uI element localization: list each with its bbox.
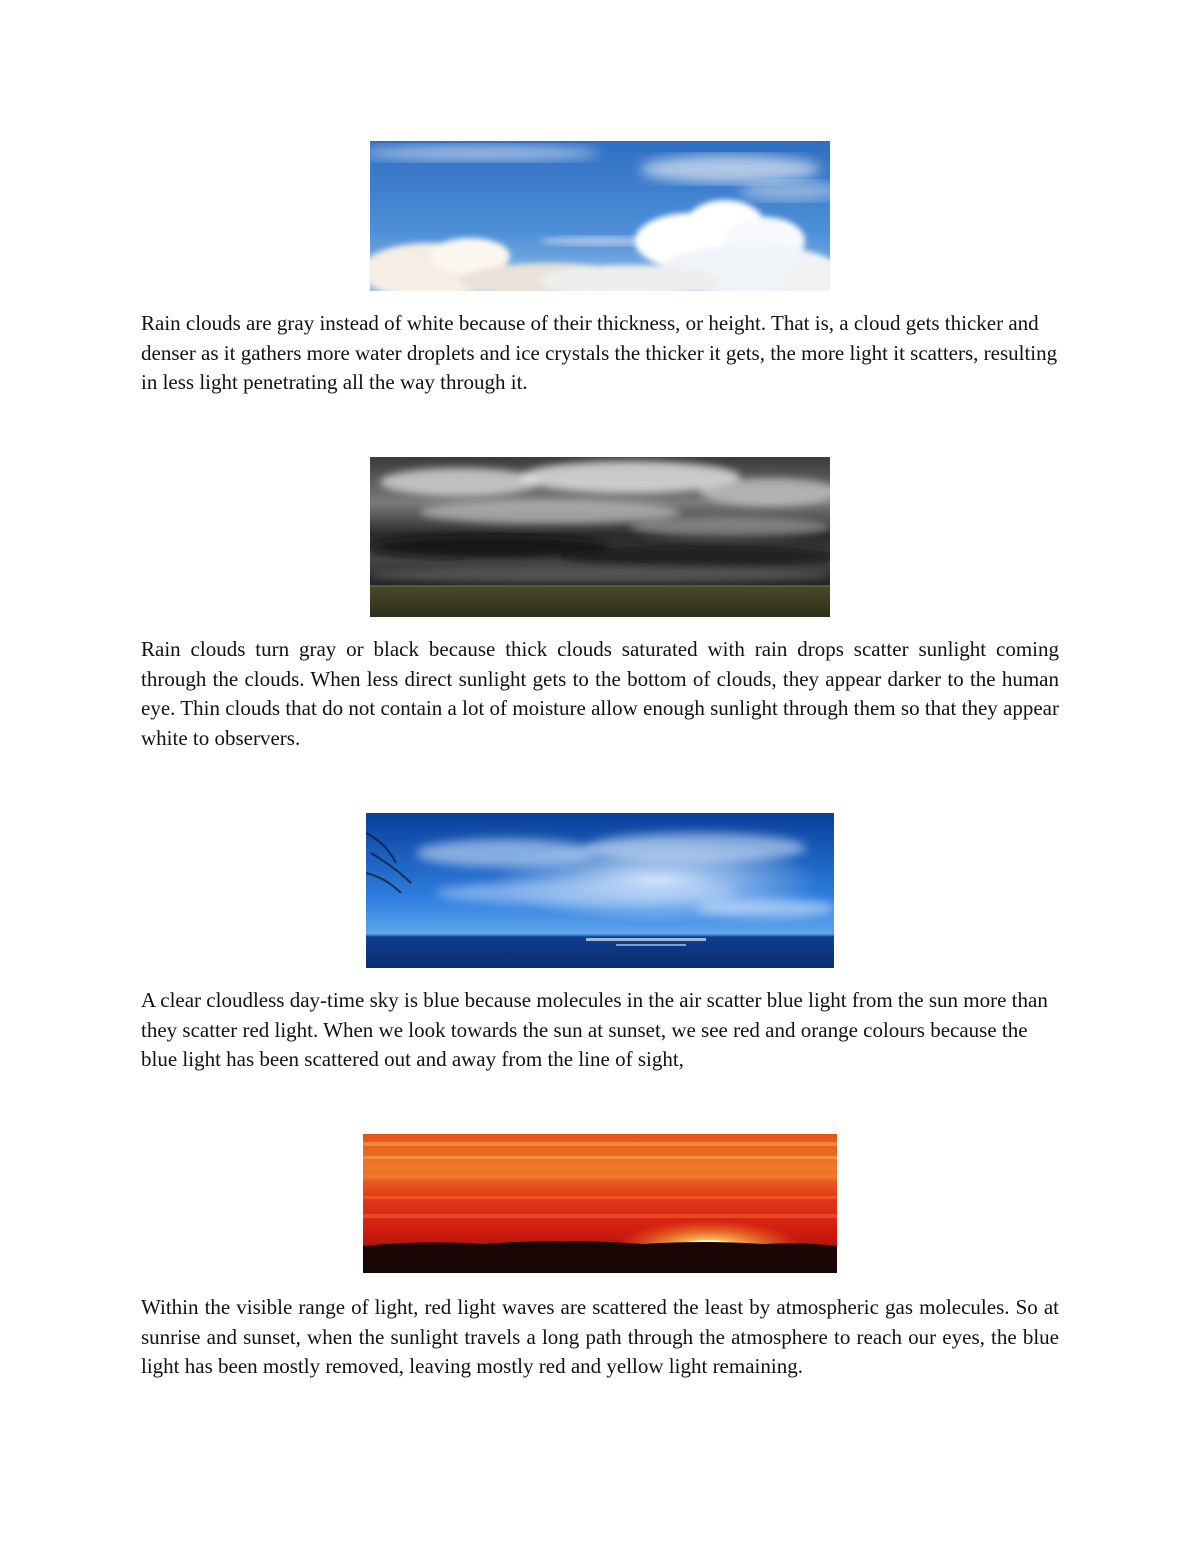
paragraph-sunset: Within the visible range of light, red light waves are scattered the least by atmospheric gas molecules. So at sunrise and sunset, when the sunlight travels a long path through the atmosphere to reach our eyes, the blue light has been mostly removed, leaving mostly red and yellow light remaining.	[141, 1295, 1059, 1378]
storm-clouds-photo	[370, 457, 830, 617]
paragraph-dark-clouds: Rain clouds turn gray or black because thick clouds saturated with rain drops scatter sunlight coming through the clouds. When less direct sunlight gets to the bottom of clouds, they appear darker to the human eye. Thin clouds that do not contain a lot of moisture allow enough sunlight through them so that they appear white to observers.	[141, 637, 1059, 750]
paragraph-gray-clouds: Rain clouds are gray instead of white because of their thickness, or height. That is, a cloud gets thicker and denser as it gathers more water droplets and ice crystals the thicker it gets, the more light it scatters, resulting in less light penetrating all the way through it.	[141, 311, 1058, 394]
paragraph-blue-sky: A clear cloudless day-time sky is blue because molecules in the air scatter blue light from the sun more than they scatter red light. When we look towards the sun at sunset, we see red and orange colours because the blue light has been scattered out and away from the line of sight,	[141, 988, 1048, 1071]
sunset-photo	[363, 1134, 837, 1273]
white-clouds-photo	[370, 141, 830, 291]
blue-sky-sea-photo	[366, 813, 834, 968]
